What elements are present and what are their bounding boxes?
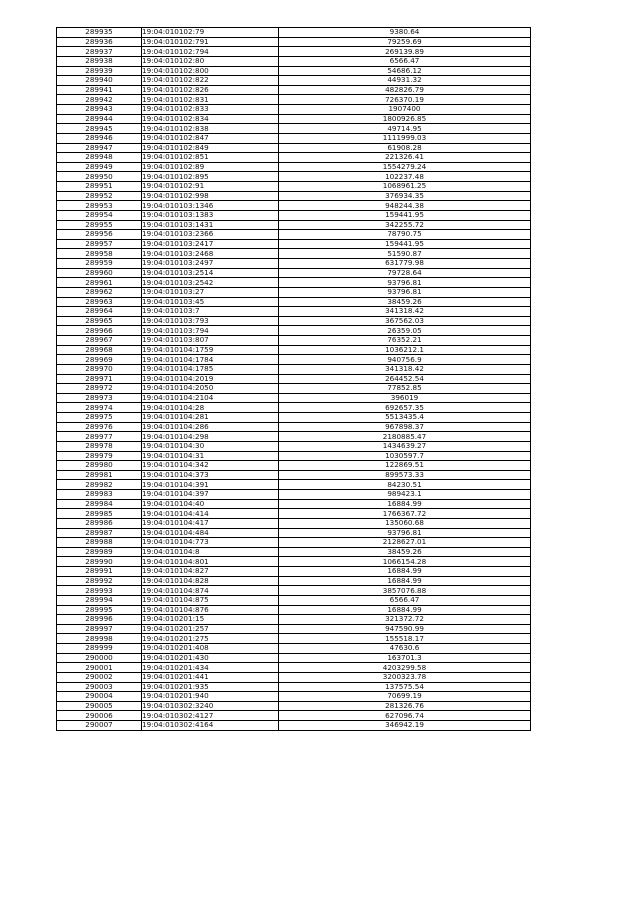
table-row — [57, 56, 531, 66]
value-cell: 4203299.58 — [279, 663, 531, 673]
value-cell: 940756.9 — [279, 355, 531, 365]
table-row — [57, 307, 531, 317]
table-row — [57, 547, 531, 557]
row-number-cell: 289994 — [57, 595, 142, 605]
table-row — [57, 133, 531, 143]
table-row — [57, 711, 531, 721]
value-cell: 482826.79 — [279, 85, 531, 95]
table-row — [57, 364, 531, 374]
value-cell: 51590.87 — [279, 249, 531, 259]
value-cell: 6566.47 — [279, 56, 531, 66]
row-number-cell: 289983 — [57, 490, 142, 500]
value-cell: 899573.33 — [279, 470, 531, 480]
row-number-cell: 289995 — [57, 605, 142, 615]
cadastral-number-cell: 19:04:010103:1383 — [142, 210, 279, 220]
cadastral-number-cell: 19:04:010104:40 — [142, 499, 279, 509]
value-cell: 135060.68 — [279, 518, 531, 528]
cadastral-number-cell: 19:04:010103:45 — [142, 297, 279, 307]
value-cell: 9380.64 — [279, 28, 531, 38]
table-row — [57, 528, 531, 538]
cadastral-number-cell: 19:04:010201:940 — [142, 692, 279, 702]
table-row — [57, 28, 531, 38]
cadastral-number-cell: 19:04:010102:826 — [142, 85, 279, 95]
cadastral-number-cell: 19:04:010102:91 — [142, 182, 279, 192]
value-cell: 967898.37 — [279, 422, 531, 432]
table-row — [57, 682, 531, 692]
table-row — [57, 451, 531, 461]
row-number-cell: 289982 — [57, 480, 142, 490]
value-cell: 137575.54 — [279, 682, 531, 692]
row-number-cell: 290006 — [57, 711, 142, 721]
row-number-cell: 289974 — [57, 403, 142, 413]
row-number-cell: 289960 — [57, 268, 142, 278]
cadastral-number-cell: 19:04:010103:793 — [142, 316, 279, 326]
cadastral-number-cell: 19:04:010104:298 — [142, 432, 279, 442]
row-number-cell: 289964 — [57, 307, 142, 317]
cadastral-number-cell: 19:04:010102:791 — [142, 37, 279, 47]
row-number-cell: 289959 — [57, 259, 142, 269]
cadastral-number-cell: 19:04:010103:7 — [142, 307, 279, 317]
value-cell: 16884.99 — [279, 576, 531, 586]
cadastral-number-cell: 19:04:010104:417 — [142, 518, 279, 528]
cadastral-number-cell: 19:04:010102:89 — [142, 162, 279, 172]
value-cell: 122869.51 — [279, 461, 531, 471]
row-number-cell: 289970 — [57, 364, 142, 374]
table-row — [57, 557, 531, 567]
row-number-cell: 289981 — [57, 470, 142, 480]
table-row — [57, 114, 531, 124]
table-row — [57, 326, 531, 336]
table-row — [57, 432, 531, 442]
value-cell: 54686.12 — [279, 66, 531, 76]
cadastral-number-cell: 19:04:010104:8 — [142, 547, 279, 557]
value-cell: 16884.99 — [279, 499, 531, 509]
row-number-cell: 289969 — [57, 355, 142, 365]
value-cell: 61908.28 — [279, 143, 531, 153]
cadastral-number-cell: 19:04:010102:831 — [142, 95, 279, 105]
value-cell: 221326.41 — [279, 153, 531, 163]
cadastral-number-cell: 19:04:010104:484 — [142, 528, 279, 538]
value-cell: 16884.99 — [279, 567, 531, 577]
row-number-cell: 289976 — [57, 422, 142, 432]
cadastral-number-cell: 19:04:010104:342 — [142, 461, 279, 471]
table-row — [57, 605, 531, 615]
row-number-cell: 289963 — [57, 297, 142, 307]
table-row — [57, 355, 531, 365]
cadastral-number-cell: 19:04:010302:4164 — [142, 721, 279, 731]
row-number-cell: 289955 — [57, 220, 142, 230]
value-cell: 78790.75 — [279, 230, 531, 240]
value-cell: 16884.99 — [279, 605, 531, 615]
value-cell: 159441.95 — [279, 239, 531, 249]
cadastral-number-cell: 19:04:010104:31 — [142, 451, 279, 461]
cadastral-number-cell: 19:04:010104:286 — [142, 422, 279, 432]
row-number-cell: 289961 — [57, 278, 142, 288]
row-number-cell: 289992 — [57, 576, 142, 586]
cadastral-number-cell: 19:04:010201:275 — [142, 634, 279, 644]
table-row — [57, 538, 531, 548]
row-number-cell: 289937 — [57, 47, 142, 57]
value-cell: 93796.81 — [279, 287, 531, 297]
table-row — [57, 634, 531, 644]
value-cell: 367562.03 — [279, 316, 531, 326]
table-row — [57, 480, 531, 490]
value-cell: 47630.6 — [279, 644, 531, 654]
table-row — [57, 259, 531, 269]
value-cell: 341318.42 — [279, 307, 531, 317]
table-row — [57, 403, 531, 413]
table-row — [57, 721, 531, 731]
cadastral-number-cell: 19:04:010102:998 — [142, 191, 279, 201]
table-row — [57, 586, 531, 596]
cadastral-number-cell: 19:04:010104:828 — [142, 576, 279, 586]
row-number-cell: 289939 — [57, 66, 142, 76]
value-cell: 1068961.25 — [279, 182, 531, 192]
table-row — [57, 393, 531, 403]
cadastral-number-cell: 19:04:010102:794 — [142, 47, 279, 57]
table-row — [57, 644, 531, 654]
row-number-cell: 289953 — [57, 201, 142, 211]
value-cell: 26359.05 — [279, 326, 531, 336]
row-number-cell: 289949 — [57, 162, 142, 172]
table-row — [57, 663, 531, 673]
table-row — [57, 345, 531, 355]
cadastral-number-cell: 19:04:010102:838 — [142, 124, 279, 134]
value-cell: 1800926.85 — [279, 114, 531, 124]
value-cell: 269139.89 — [279, 47, 531, 57]
row-number-cell: 289986 — [57, 518, 142, 528]
row-number-cell: 289940 — [57, 76, 142, 86]
row-number-cell: 289971 — [57, 374, 142, 384]
value-cell: 163701.3 — [279, 653, 531, 663]
row-number-cell: 289935 — [57, 28, 142, 38]
cadastral-number-cell: 19:04:010102:834 — [142, 114, 279, 124]
table-row — [57, 37, 531, 47]
cadastral-number-cell: 19:04:010103:2542 — [142, 278, 279, 288]
cadastral-number-cell: 19:04:010104:773 — [142, 538, 279, 548]
row-number-cell: 289948 — [57, 153, 142, 163]
value-cell: 44931.32 — [279, 76, 531, 86]
row-number-cell: 289957 — [57, 239, 142, 249]
row-number-cell: 289945 — [57, 124, 142, 134]
row-number-cell: 289997 — [57, 624, 142, 634]
value-cell: 947590.99 — [279, 624, 531, 634]
value-cell: 6566.47 — [279, 595, 531, 605]
value-cell: 70699.19 — [279, 692, 531, 702]
row-number-cell: 290004 — [57, 692, 142, 702]
cadastral-number-cell: 19:04:010103:1431 — [142, 220, 279, 230]
table-row — [57, 143, 531, 153]
value-cell: 159441.95 — [279, 210, 531, 220]
row-number-cell: 289991 — [57, 567, 142, 577]
cadastral-number-cell: 19:04:010103:2468 — [142, 249, 279, 259]
cadastral-number-cell: 19:04:010104:1785 — [142, 364, 279, 374]
cadastral-number-cell: 19:04:010104:391 — [142, 480, 279, 490]
table-row — [57, 287, 531, 297]
value-cell: 49714.95 — [279, 124, 531, 134]
table-row — [57, 230, 531, 240]
cadastral-number-cell: 19:04:010102:80 — [142, 56, 279, 66]
table-row — [57, 239, 531, 249]
row-number-cell: 289952 — [57, 191, 142, 201]
table-row — [57, 162, 531, 172]
table-row — [57, 576, 531, 586]
cadastral-number-cell: 19:04:010103:27 — [142, 287, 279, 297]
value-cell: 155518.17 — [279, 634, 531, 644]
table-row — [57, 567, 531, 577]
table-row — [57, 278, 531, 288]
cadastral-number-cell: 19:04:010302:4127 — [142, 711, 279, 721]
row-number-cell: 289966 — [57, 326, 142, 336]
value-cell: 79728.64 — [279, 268, 531, 278]
table-row — [57, 624, 531, 634]
row-number-cell: 290000 — [57, 653, 142, 663]
table-row — [57, 422, 531, 432]
cadastral-number-cell: 19:04:010102:895 — [142, 172, 279, 182]
table-row — [57, 85, 531, 95]
table-body — [57, 28, 531, 731]
value-cell: 281326.76 — [279, 701, 531, 711]
cadastral-number-cell: 19:04:010104:801 — [142, 557, 279, 567]
cadastral-number-cell: 19:04:010104:2104 — [142, 393, 279, 403]
cadastral-number-cell: 19:04:010104:2050 — [142, 384, 279, 394]
cadastral-number-cell: 19:04:010104:30 — [142, 441, 279, 451]
table-row — [57, 153, 531, 163]
value-cell: 1030597.7 — [279, 451, 531, 461]
cadastral-number-cell: 19:04:010104:414 — [142, 509, 279, 519]
cadastral-number-cell: 19:04:010104:876 — [142, 605, 279, 615]
value-cell: 376934.35 — [279, 191, 531, 201]
table-row — [57, 124, 531, 134]
value-cell: 3200323.78 — [279, 672, 531, 682]
value-cell: 1036212.1 — [279, 345, 531, 355]
cadastral-number-cell: 19:04:010104:28 — [142, 403, 279, 413]
cadastral-number-cell: 19:04:010201:430 — [142, 653, 279, 663]
row-number-cell: 289956 — [57, 230, 142, 240]
cadastral-number-cell: 19:04:010102:847 — [142, 133, 279, 143]
row-number-cell: 289965 — [57, 316, 142, 326]
cadastral-number-cell: 19:04:010104:827 — [142, 567, 279, 577]
row-number-cell: 289985 — [57, 509, 142, 519]
cadastral-number-cell: 19:04:010102:849 — [142, 143, 279, 153]
value-cell: 93796.81 — [279, 278, 531, 288]
table-row — [57, 76, 531, 86]
table-row — [57, 95, 531, 105]
cadastral-number-cell: 19:04:010302:3240 — [142, 701, 279, 711]
cadastral-number-cell: 19:04:010201:15 — [142, 615, 279, 625]
table-row — [57, 701, 531, 711]
cadastral-number-cell: 19:04:010201:935 — [142, 682, 279, 692]
row-number-cell: 289973 — [57, 393, 142, 403]
row-number-cell: 289979 — [57, 451, 142, 461]
cadastral-number-cell: 19:04:010104:1759 — [142, 345, 279, 355]
row-number-cell: 290001 — [57, 663, 142, 673]
cadastral-number-cell: 19:04:010102:800 — [142, 66, 279, 76]
cadastral-number-cell: 19:04:010104:373 — [142, 470, 279, 480]
value-cell: 2128627.01 — [279, 538, 531, 548]
cadastral-value-table — [56, 27, 531, 731]
table-row — [57, 249, 531, 259]
row-number-cell: 289984 — [57, 499, 142, 509]
value-cell: 342255.72 — [279, 220, 531, 230]
cadastral-number-cell: 19:04:010102:851 — [142, 153, 279, 163]
table-row — [57, 595, 531, 605]
row-number-cell: 289951 — [57, 182, 142, 192]
table-row — [57, 653, 531, 663]
row-number-cell: 290002 — [57, 672, 142, 682]
row-number-cell: 289954 — [57, 210, 142, 220]
table-row — [57, 182, 531, 192]
cadastral-number-cell: 19:04:010104:281 — [142, 413, 279, 423]
cadastral-number-cell: 19:04:010104:1784 — [142, 355, 279, 365]
value-cell: 38459.26 — [279, 297, 531, 307]
cadastral-number-cell: 19:04:010104:874 — [142, 586, 279, 596]
row-number-cell: 289958 — [57, 249, 142, 259]
cadastral-number-cell: 19:04:010103:1346 — [142, 201, 279, 211]
row-number-cell: 289968 — [57, 345, 142, 355]
value-cell: 396019 — [279, 393, 531, 403]
row-number-cell: 289990 — [57, 557, 142, 567]
table-row — [57, 615, 531, 625]
value-cell: 93796.81 — [279, 528, 531, 538]
cadastral-number-cell: 19:04:010102:833 — [142, 105, 279, 115]
row-number-cell: 289936 — [57, 37, 142, 47]
value-cell: 1434639.27 — [279, 441, 531, 451]
row-number-cell: 289967 — [57, 336, 142, 346]
table-row — [57, 268, 531, 278]
value-cell: 76352.21 — [279, 336, 531, 346]
row-number-cell: 289996 — [57, 615, 142, 625]
table-row — [57, 66, 531, 76]
row-number-cell: 289998 — [57, 634, 142, 644]
row-number-cell: 289942 — [57, 95, 142, 105]
value-cell: 1907400 — [279, 105, 531, 115]
cadastral-number-cell: 19:04:010201:408 — [142, 644, 279, 654]
cadastral-number-cell: 19:04:010201:434 — [142, 663, 279, 673]
value-cell: 3857076.88 — [279, 586, 531, 596]
table-row — [57, 105, 531, 115]
value-cell: 5513435.4 — [279, 413, 531, 423]
cadastral-number-cell: 19:04:010103:2497 — [142, 259, 279, 269]
value-cell: 346942.19 — [279, 721, 531, 731]
row-number-cell: 289941 — [57, 85, 142, 95]
table-row — [57, 441, 531, 451]
value-cell: 1554279.24 — [279, 162, 531, 172]
table-row — [57, 518, 531, 528]
row-number-cell: 289988 — [57, 538, 142, 548]
row-number-cell: 289975 — [57, 413, 142, 423]
table-row — [57, 470, 531, 480]
row-number-cell: 289999 — [57, 644, 142, 654]
cadastral-number-cell: 19:04:010201:441 — [142, 672, 279, 682]
cadastral-number-cell: 19:04:010103:794 — [142, 326, 279, 336]
cadastral-number-cell: 19:04:010103:2514 — [142, 268, 279, 278]
cadastral-number-cell: 19:04:010104:397 — [142, 490, 279, 500]
cadastral-number-cell: 19:04:010104:875 — [142, 595, 279, 605]
value-cell: 692657.35 — [279, 403, 531, 413]
table-row — [57, 210, 531, 220]
row-number-cell: 289980 — [57, 461, 142, 471]
row-number-cell: 289946 — [57, 133, 142, 143]
table-row — [57, 191, 531, 201]
value-cell: 627096.74 — [279, 711, 531, 721]
table-row — [57, 47, 531, 57]
value-cell: 84230.51 — [279, 480, 531, 490]
table-row — [57, 172, 531, 182]
table-row — [57, 384, 531, 394]
value-cell: 631779.98 — [279, 259, 531, 269]
row-number-cell: 289938 — [57, 56, 142, 66]
row-number-cell: 290005 — [57, 701, 142, 711]
value-cell: 321372.72 — [279, 615, 531, 625]
value-cell: 79259.69 — [279, 37, 531, 47]
cadastral-number-cell: 19:04:010102:79 — [142, 28, 279, 38]
row-number-cell: 290003 — [57, 682, 142, 692]
cadastral-number-cell: 19:04:010103:807 — [142, 336, 279, 346]
value-cell: 1111999.03 — [279, 133, 531, 143]
table-row — [57, 509, 531, 519]
row-number-cell: 289978 — [57, 441, 142, 451]
table-row — [57, 374, 531, 384]
row-number-cell: 289947 — [57, 143, 142, 153]
row-number-cell: 290007 — [57, 721, 142, 731]
table-row — [57, 316, 531, 326]
cadastral-number-cell: 19:04:010103:2366 — [142, 230, 279, 240]
cadastral-number-cell: 19:04:010201:257 — [142, 624, 279, 634]
table-row — [57, 297, 531, 307]
table-row — [57, 336, 531, 346]
value-cell: 1766367.72 — [279, 509, 531, 519]
cadastral-number-cell: 19:04:010102:822 — [142, 76, 279, 86]
row-number-cell: 289962 — [57, 287, 142, 297]
cadastral-number-cell: 19:04:010104:2019 — [142, 374, 279, 384]
row-number-cell: 289989 — [57, 547, 142, 557]
value-cell: 1066154.28 — [279, 557, 531, 567]
table-row — [57, 220, 531, 230]
row-number-cell: 289950 — [57, 172, 142, 182]
row-number-cell: 289972 — [57, 384, 142, 394]
value-cell: 102237.48 — [279, 172, 531, 182]
table-row — [57, 461, 531, 471]
cadastral-number-cell: 19:04:010103:2417 — [142, 239, 279, 249]
value-cell: 989423.1 — [279, 490, 531, 500]
value-cell: 726370.19 — [279, 95, 531, 105]
row-number-cell: 289943 — [57, 105, 142, 115]
row-number-cell: 289993 — [57, 586, 142, 596]
table-row — [57, 490, 531, 500]
value-cell: 2180885.47 — [279, 432, 531, 442]
table-row — [57, 692, 531, 702]
table-row — [57, 201, 531, 211]
value-cell: 77852.85 — [279, 384, 531, 394]
row-number-cell: 289987 — [57, 528, 142, 538]
row-number-cell: 289977 — [57, 432, 142, 442]
row-number-cell: 289944 — [57, 114, 142, 124]
value-cell: 341318.42 — [279, 364, 531, 374]
value-cell: 264452.54 — [279, 374, 531, 384]
table-row — [57, 499, 531, 509]
value-cell: 38459.26 — [279, 547, 531, 557]
table-row — [57, 672, 531, 682]
value-cell: 948244.38 — [279, 201, 531, 211]
table-row — [57, 413, 531, 423]
